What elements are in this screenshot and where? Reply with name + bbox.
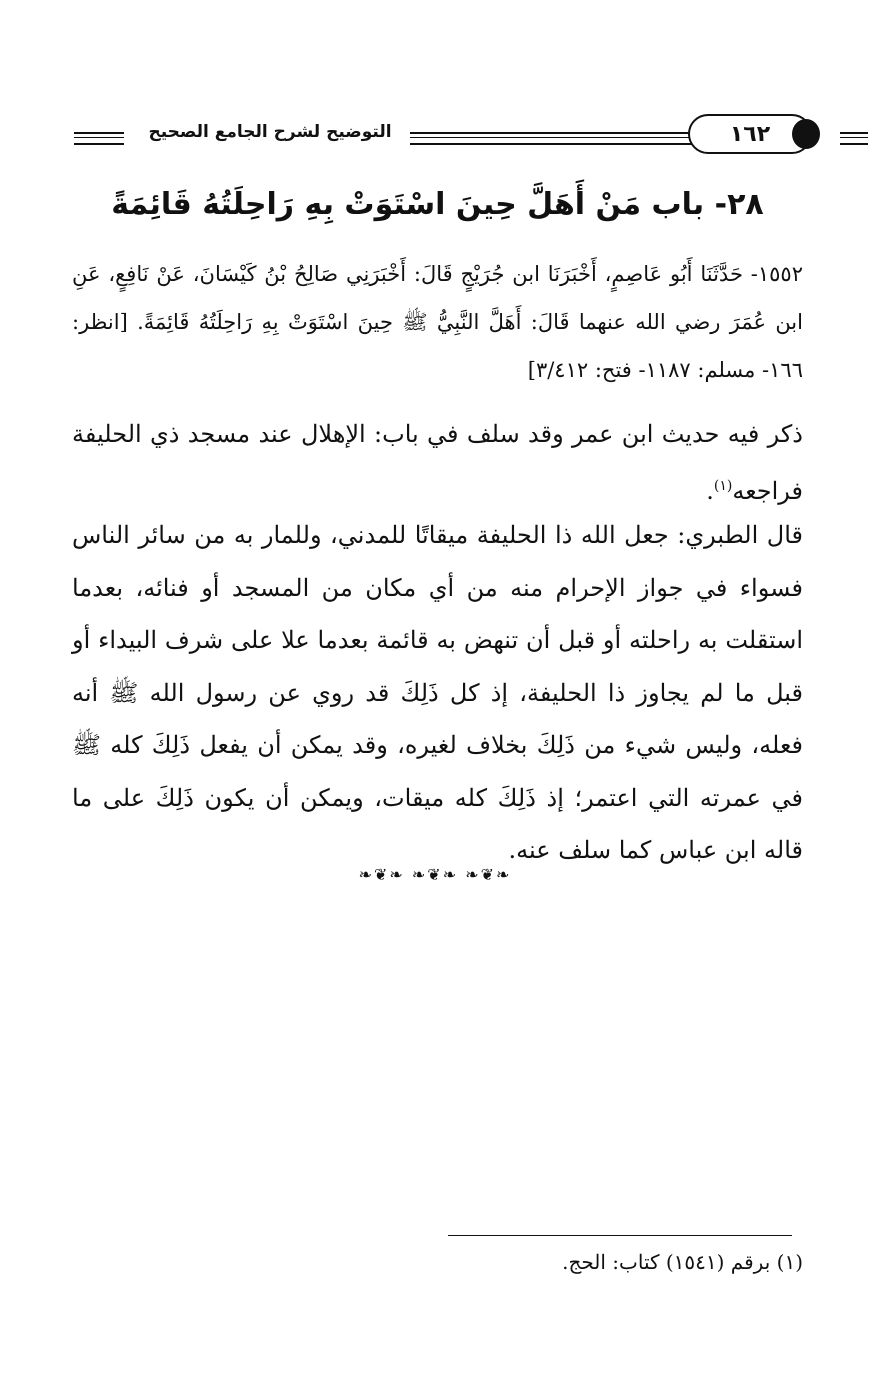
page-number-badge (688, 114, 812, 154)
header-rule-right (840, 132, 868, 145)
chapter-title: ٢٨- باب مَنْ أَهَلَّ حِينَ اسْتَوَتْ بِهِ رَاحِلَتُهُ قَائِمَةً (111, 187, 764, 222)
footnote-separator (448, 1235, 792, 1236)
page-number: ١٦٢ (729, 121, 771, 147)
running-title: التوضيح لشرح الجامع الصحيح (148, 122, 392, 142)
footnote-reference[interactable]: (١) (713, 478, 733, 494)
badge-ornament (792, 119, 820, 149)
paragraph-1-text: ذكر فيه حديث ابن عمر وقد سلف في باب: الإهلال عند مسجد ذي الحليفة فراجعه (72, 420, 803, 505)
page-header (70, 112, 810, 162)
section-divider-ornament: ❧❦❧ ❧❦❧ ❧❦❧ (358, 865, 512, 884)
hadith-text: ١٥٥٢- حَدَّثَنَا أَبُو عَاصِمٍ، أَخْبَرَنَا ابن جُرَيْجٍ قَالَ: أَخْبَرَنِي صَالِحُ بْنُ كَيْسَانَ، عَنْ نَافِعٍ، عَنِ ابن عُمَرَ رضي الله عنهما قَالَ: أَهَلَّ النَّبِيُّ ﷺ حِينَ اسْتَوَتْ بِهِ رَاحِلَتُهُ قَائِمَةً. [انظر: ١٦٦- مسلم: ١١٨٧- فتح: ٣/٤١٢] (72, 262, 803, 382)
header-rule-left (74, 132, 124, 145)
commentary-paragraph-2: قال الطبري: جعل الله ذا الحليفة ميقاتًا للمدني، وللمار به من سائر الناس فسواء في جواز الإحرام منه من أي مكان من المسجد أو فنائه، بعدما استقلت به راحلته أو قبل أن تنهض به قائمة بعدما علا على شرف البيداء أو قبل ما لم يجاوز ذا الحليفة، إذ كل ذَلِكَ قد روي عن رسول الله ﷺ أنه فعله، وليس شيء من ذَلِكَ بخلاف لغيره، وقد يمكن أن يفعل ذَلِكَ كله ﷺ في عمرته التي اعتمر؛ إذ ذَلِكَ كله ميقات، ويمكن أن يكون ذَلِكَ على ما قاله ابن عباس كما سلف عنه. (72, 521, 804, 864)
commentary-paragraph-1: ذكر فيه حديث ابن عمر وقد سلف في باب: الإهلال عند مسجد ذي الحليفة فراجعه$^{(١)}$. (72, 420, 803, 505)
footnote-text: (١) برقم (١٥٤١) كتاب: الحج. (562, 1250, 803, 1274)
